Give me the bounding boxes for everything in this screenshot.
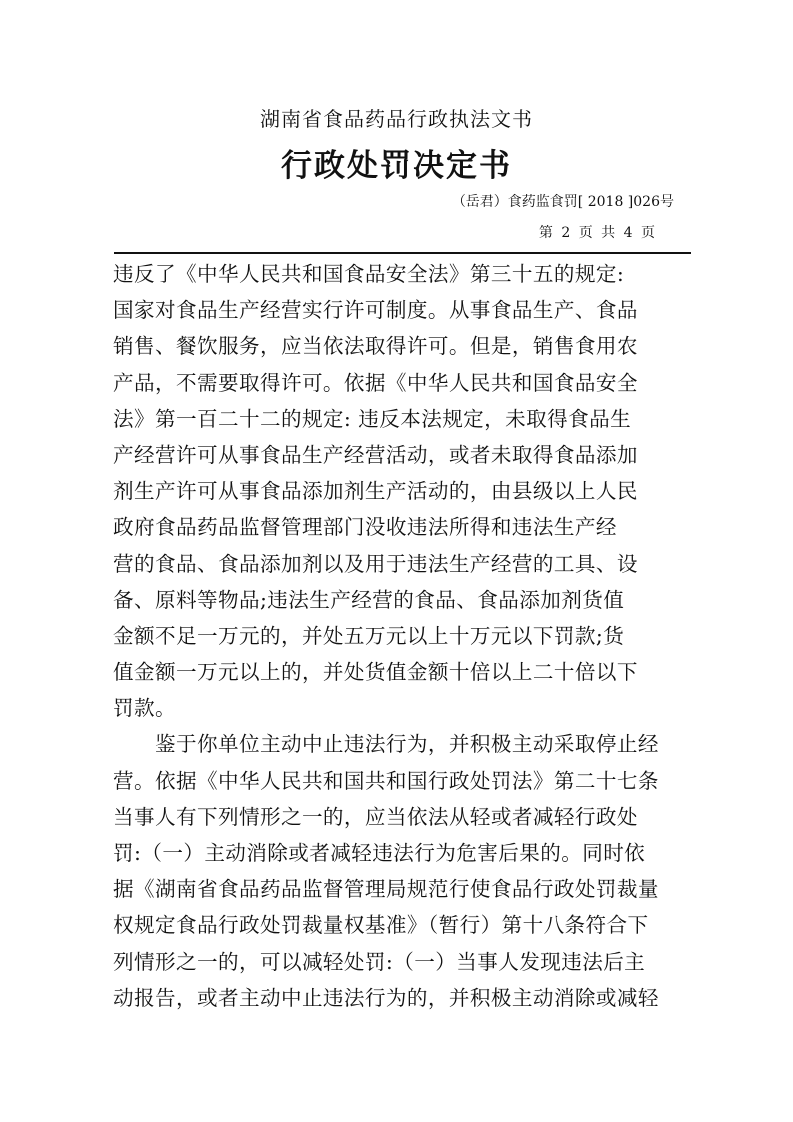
body-line: 政府食品药品监督管理部门没收违法所得和违法生产经 <box>113 515 617 540</box>
body-line: 违反了《中华人民共和国食品安全法》第三十五的规定: <box>113 262 625 286</box>
body-line: 罚:（一）主动消除或者减轻违法行为危害后果的。同时依 <box>113 841 646 865</box>
body-line: 产品，不需要取得许可。依据《中华人民共和国食品安全 <box>113 370 638 395</box>
document-number: （岳君）食药监食罚[ 2018 ]026号 <box>451 194 674 210</box>
document-body <box>113 256 687 1016</box>
body-line: 值金额一万元以上的，并处货值金额十倍以上二十倍以下 <box>113 660 638 685</box>
body-line: 法》第一百二十二的规定: 违反本法规定，未取得食品生 <box>113 406 632 431</box>
body-line: 产经营许可从事食品生产经营活动，或者未取得食品添加 <box>113 442 638 467</box>
issuing-authority-title: 湖南省食品药品行政执法文书 <box>260 107 533 131</box>
body-line: 鉴于你单位主动中止违法行为，并积极主动采取停止经 <box>113 732 659 757</box>
body-line: 国家对食品生产经营实行许可制度。从事食品生产、食品 <box>113 298 638 323</box>
header-divider <box>114 252 691 254</box>
body-line: 备、原料等物品;违法生产经营的食品、食品添加剂货值 <box>113 587 625 612</box>
body-line: 营。依据《中华人民共和国共和国行政处罚法》第二十七条 <box>113 768 659 793</box>
body-line: 金额不足一万元的，并处五万元以上十万元以下罚款;货 <box>113 623 625 648</box>
body-line: 据《湖南省食品药品监督管理局规范行使食品行政处罚裁量 <box>113 877 659 902</box>
body-line: 权规定食品行政处罚裁量权基准》（暂行）第十八条符合下 <box>113 913 649 938</box>
body-line: 当事人有下列情形之一的，应当依法从轻或者减轻行政处 <box>113 804 638 829</box>
body-line: 营的食品、食品添加剂以及用于违法生产经营的工具、设 <box>113 551 638 576</box>
body-line: 销售、餐饮服务，应当依法取得许可。但是，销售食用农 <box>113 334 638 359</box>
body-line: 剂生产许可从事食品添加剂生产活动的，由县级以上人民 <box>113 479 638 504</box>
body-line: 动报告，或者主动中止违法行为的，并积极主动消除或减轻 <box>113 985 659 1010</box>
body-line: 列情形之一的，可以减轻处罚:（一）当事人发现违法后主 <box>113 949 646 974</box>
page-indicator: 第 2 页 共 4 页 <box>538 225 655 241</box>
document-title: 行政处罚决定书 <box>281 148 512 184</box>
body-line: 罚款。 <box>113 696 176 721</box>
